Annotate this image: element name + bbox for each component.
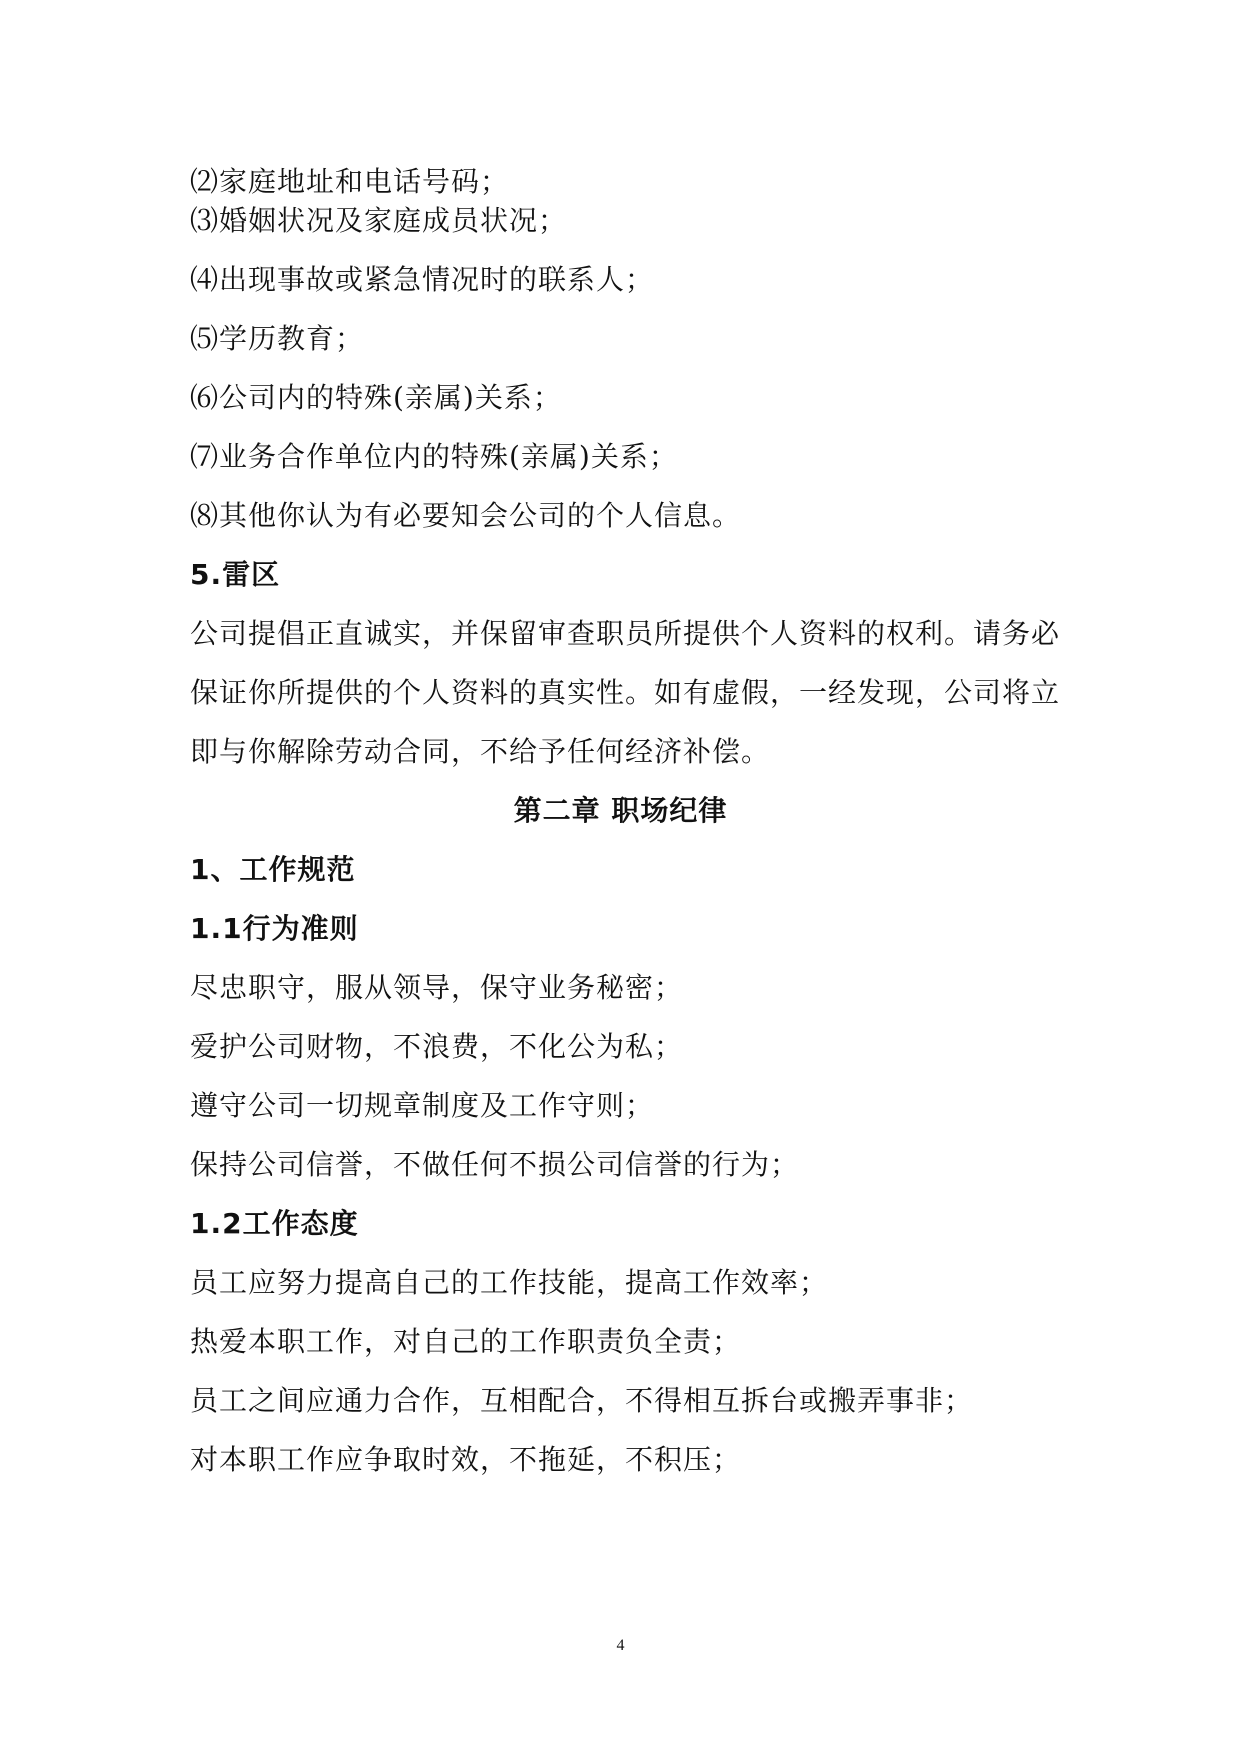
paragraph-line: 公司提倡正直诚实，并保留审查职员所提供个人资料的权利。请务必 <box>190 617 1061 650</box>
list-item: 员工应努力提高自己的工作技能，提高工作效率； <box>190 1266 829 1299</box>
chapter-title: 第二章 职场纪律 <box>513 794 728 827</box>
list-item: 热爱本职工作，对自己的工作职责负全责； <box>190 1325 742 1358</box>
list-item-4: ⑷出现事故或紧急情况时的联系人； <box>190 263 655 296</box>
section-heading-work-norms: 1、工作规范 <box>190 853 356 886</box>
paragraph-line: 即与你解除劳动合同，不给予任何经济补偿。 <box>190 735 771 768</box>
list-item-3: ⑶婚姻状况及家庭成员状况； <box>190 204 568 237</box>
list-item-5: ⑸学历教育； <box>190 322 365 355</box>
list-item: 爱护公司财物，不浪费，不化公为私； <box>190 1030 684 1063</box>
page-number: 4 <box>616 1637 625 1654</box>
paragraph-line: 保证你所提供的个人资料的真实性。如有虚假，一经发现，公司将立 <box>190 676 1061 709</box>
section-heading-minefield: 5.雷区 <box>190 558 281 591</box>
subsection-heading-conduct: 1.1行为准则 <box>190 912 359 945</box>
list-item: 员工之间应通力合作，互相配合，不得相互拆台或搬弄事非； <box>190 1384 974 1417</box>
subsection-heading-attitude: 1.2工作态度 <box>190 1207 359 1240</box>
list-item: 保持公司信誉，不做任何不损公司信誉的行为； <box>190 1148 800 1181</box>
list-item-7: ⑺业务合作单位内的特殊(亲属)关系； <box>190 440 678 473</box>
list-item-2: ⑵家庭地址和电话号码； <box>190 165 510 198</box>
list-item: 遵守公司一切规章制度及工作守则； <box>190 1089 655 1122</box>
list-item: 尽忠职守，服从领导，保守业务秘密； <box>190 971 684 1004</box>
list-item-8: ⑻其他你认为有必要知会公司的个人信息。 <box>190 499 742 532</box>
list-item: 对本职工作应争取时效，不拖延，不积压； <box>190 1443 742 1476</box>
list-item-6: ⑹公司内的特殊(亲属)关系； <box>190 381 562 414</box>
